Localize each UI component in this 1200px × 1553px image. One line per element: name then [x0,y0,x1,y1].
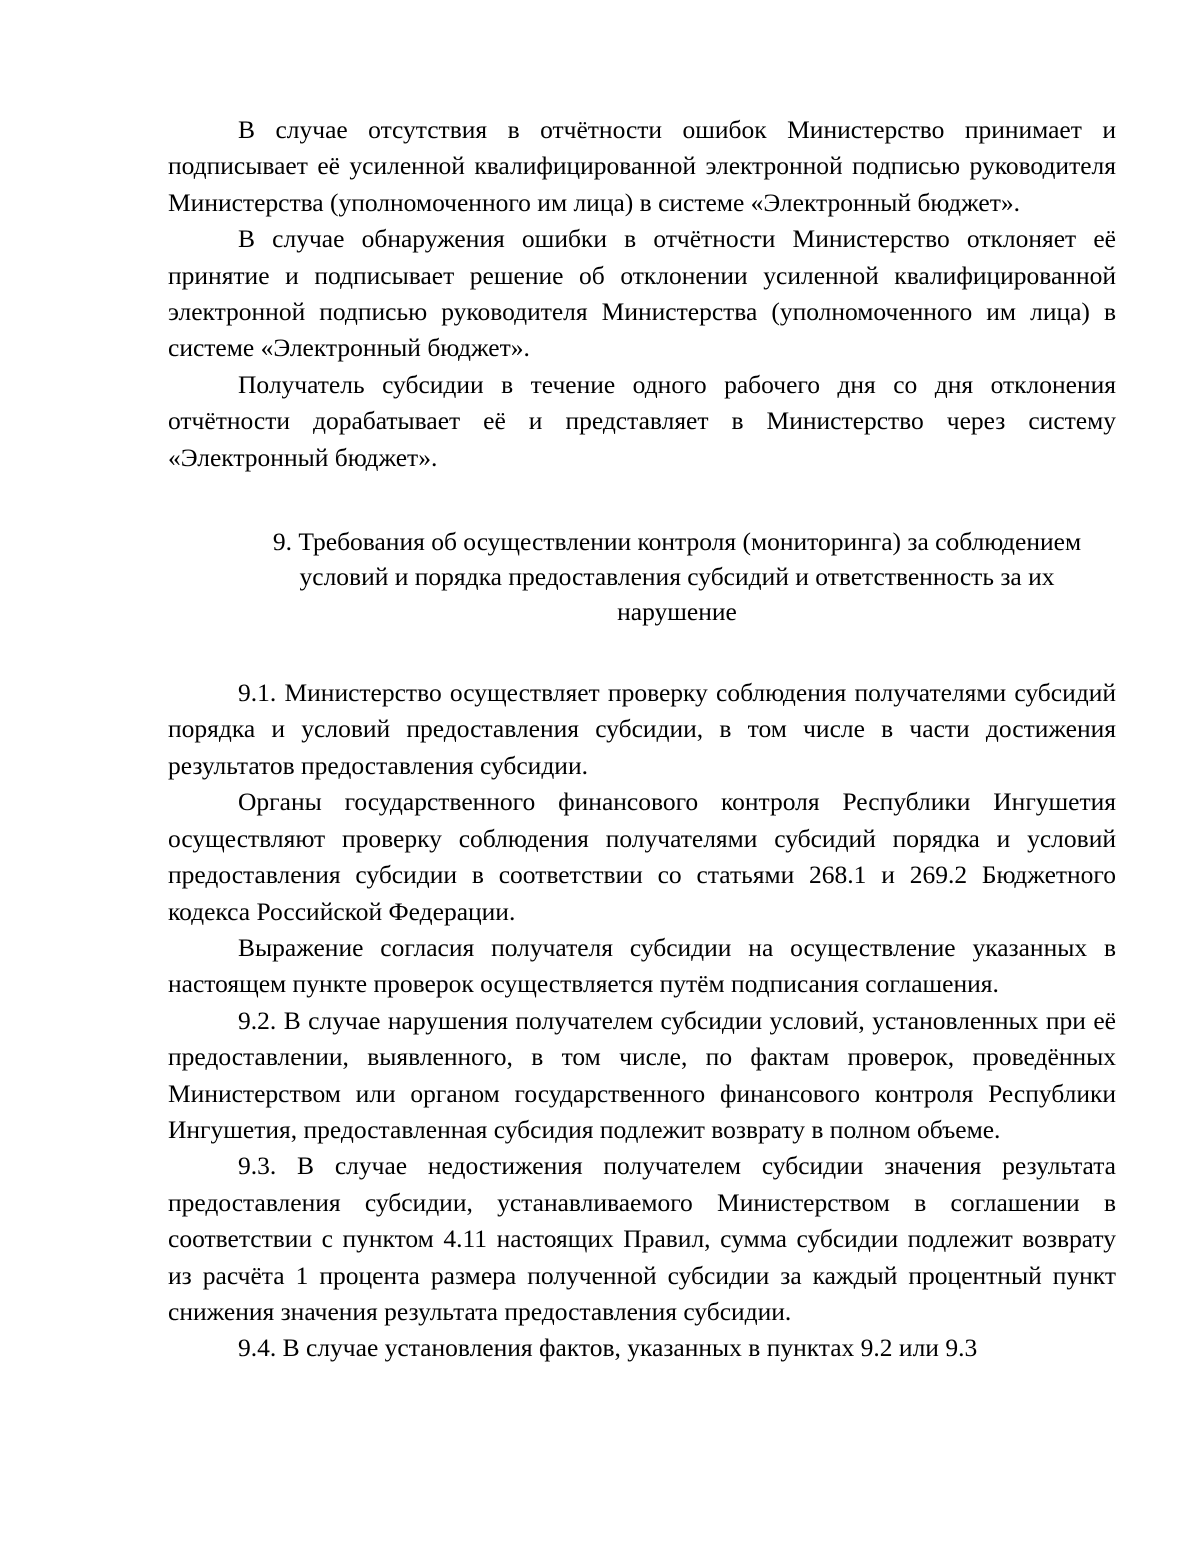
paragraph-error-found: В случае обнаружения ошибки в отчётности Министерство отклоняет её принятие и подписывает решение об отклонении усиленной квалифицированной электронной подписью руководителя Министерства (уполномоченного им лица) в системе «Электронный бюджет». [168,224,1116,363]
paragraph-recipient-rework: Получатель субсидии в течение одного рабочего дня со дня отклонения отчётности дорабатывает её и представляет в Министерство через систему «Электронный бюджет». [168,369,1116,472]
paragraph-no-errors: В случае отсутствия в отчётности ошибок Министерство принимает и подписывает её усиленной квалифицированной электронной подписью руководителя Министерства (уполномоченного им лица) в системе «Электронный бюджет». [168,115,1116,217]
document-page [168,112,1116,1367]
paragraph-9-4: 9.4. В случае установления фактов, указанных в пунктах 9.2 или 9.3 [238,1333,978,1363]
paragraph-consent: Выражение согласия получателя субсидии на осуществление указанных в настоящем пункте проверок осуществляется путём подписания соглашения. [168,932,1116,999]
paragraph-9-1: 9.1. Министерство осуществляет проверку соблюдения получателями субсидий порядка и условий предоставления субсидии, в том числе в части достижения результатов предоставления субсидии. [168,678,1116,780]
spacer [168,476,1116,524]
section-9-heading: 9. Требования об осуществлении контроля (мониторинга) за соблюдением условий и порядка предоставления субсидий и ответственность за их нарушение [272,527,1082,627]
paragraph-financial-control: Органы государственного финансового контроля Республики Ингушетия осуществляют проверку соблюдения получателями субсидий порядка и условий предоставления субсидии в соответствии со статьями 268.1 и 269.2 Бюджетного кодекса Российской Федерации. [168,787,1116,926]
paragraph-9-3: 9.3. В случае недостижения получателем субсидии значения результата предоставления субсидии, устанавливаемого Министерством в соглашении в соответствии с пунктом 4.11 настоящих Правил, сумма субсидии подлежит возврату из расчёта 1 процента размера полученной субсидии за каждый процентный пункт снижения значения результата предоставления субсидии. [168,1151,1116,1326]
spacer [168,629,1116,675]
paragraph-9-2: 9.2. В случае нарушения получателем субсидии условий, установленных при её предоставлении, выявленного, в том числе, по фактам проверок, проведённых Министерством или органом государственного финансового контроля Республики Ингушетия, предоставленная субсидия подлежит возврату в полном объеме. [168,1005,1116,1144]
